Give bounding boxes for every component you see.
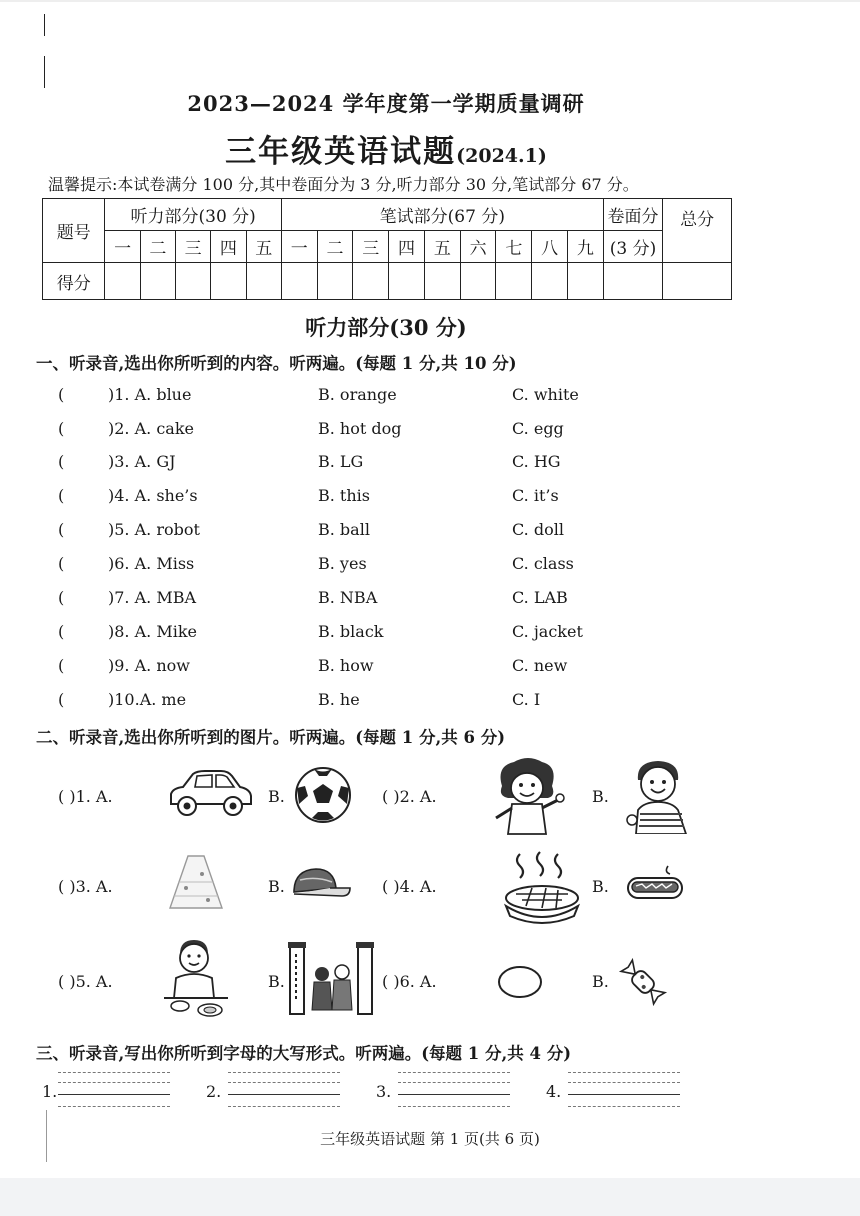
answer-paren[interactable]: (	[58, 520, 65, 539]
col-label: 一	[105, 231, 140, 263]
page-footer: 三年级英语试题 第 1 页(共 6 页)	[320, 1130, 540, 1148]
option-a: )9. A. now	[108, 656, 190, 675]
answer-label-4: 4.	[546, 1082, 562, 1101]
question-row	[0, 554, 860, 584]
answer-line-2[interactable]	[228, 1094, 340, 1095]
col-label: 一	[281, 231, 317, 263]
option-b: B. hot dog	[318, 419, 402, 438]
col-label: 二	[317, 231, 353, 263]
col-label: 五	[424, 231, 460, 263]
skirt-icon[interactable]	[168, 852, 224, 912]
option-c: C. jacket	[512, 622, 583, 641]
question-row	[0, 385, 860, 415]
edge-mark	[44, 56, 45, 88]
option-a: )5. A. robot	[108, 520, 200, 539]
question-row	[0, 588, 860, 618]
option-b: B. yes	[318, 554, 367, 573]
option-c: C. new	[512, 656, 568, 675]
answer-line-1[interactable]	[58, 1094, 170, 1095]
answer-paren[interactable]: (	[58, 588, 65, 607]
col-label: 九	[568, 231, 604, 263]
option-b-label: B.	[592, 877, 609, 896]
guide-line	[568, 1072, 680, 1073]
score-cell[interactable]	[140, 263, 175, 300]
answer-paren[interactable]: (	[58, 656, 65, 675]
q1-label: ( )1. A.	[58, 787, 113, 806]
guide-line	[58, 1082, 170, 1083]
pie-icon[interactable]	[502, 850, 582, 926]
juanmian-label: 卷面分	[603, 199, 662, 231]
option-a: )3. A. GJ	[108, 452, 176, 471]
col-label: 五	[246, 231, 281, 263]
candy-icon[interactable]	[618, 956, 668, 1008]
boy-eating-icon[interactable]	[160, 938, 232, 1020]
answer-paren[interactable]: (	[58, 622, 65, 641]
exam-tip: 温馨提示:本试卷满分 100 分,其中卷面分为 3 分,听力部分 30 分,笔试部分 67 分。	[48, 175, 639, 194]
answer-paren[interactable]: (	[58, 486, 65, 505]
question-row	[0, 690, 860, 720]
tihao-label: 题号	[43, 199, 105, 263]
question-row	[0, 622, 860, 652]
guide-line	[568, 1082, 680, 1083]
col-label: 四	[389, 231, 425, 263]
score-cell[interactable]	[176, 263, 211, 300]
option-b-label: B.	[268, 972, 285, 991]
q6-label: ( )6. A.	[382, 972, 437, 991]
option-c: C. I	[512, 690, 541, 709]
option-c: C. HG	[512, 452, 561, 471]
option-b: B. ball	[318, 520, 370, 539]
score-cell[interactable]	[211, 263, 246, 300]
question-row	[0, 520, 860, 550]
score-cell[interactable]	[603, 263, 662, 300]
score-cell[interactable]	[568, 263, 604, 300]
option-b: B. black	[318, 622, 384, 641]
col-label: 三	[176, 231, 211, 263]
question-row	[0, 452, 860, 482]
col-label: 二	[140, 231, 175, 263]
answer-label-3: 3.	[376, 1082, 392, 1101]
option-a: )2. A. cake	[108, 419, 194, 438]
answer-paren[interactable]: (	[58, 554, 65, 573]
top-border	[0, 0, 860, 2]
egg-icon[interactable]	[496, 964, 544, 1000]
answer-paren[interactable]: (	[58, 385, 65, 404]
score-cell[interactable]	[460, 263, 496, 300]
score-cell[interactable]	[353, 263, 389, 300]
answer-label-1: 1.	[42, 1082, 58, 1101]
guide-line	[228, 1106, 340, 1107]
part2-heading: 二、听录音,选出你所听到的图片。听两遍。(每题 1 分,共 6 分)	[36, 728, 506, 747]
answer-paren[interactable]: (	[58, 419, 65, 438]
col-label: 七	[496, 231, 532, 263]
option-b-label: B.	[268, 877, 285, 896]
option-b: B. he	[318, 690, 360, 709]
part1-heading: 一、听录音,选出你所听到的内容。听两遍。(每题 1 分,共 10 分)	[36, 354, 517, 373]
exam-date: (2024.1)	[456, 145, 547, 167]
option-a: )7. A. MBA	[108, 588, 197, 607]
option-b: B. LG	[318, 452, 364, 471]
q3-label: ( )3. A.	[58, 877, 113, 896]
option-b: B. NBA	[318, 588, 378, 607]
guide-line	[228, 1082, 340, 1083]
hot-dog-icon[interactable]	[624, 862, 686, 908]
exam-title: 三年级英语试题(2024.1)	[225, 134, 547, 170]
option-c: C. class	[512, 554, 574, 573]
defen-label: 得分	[43, 263, 105, 300]
soccer-ball-icon[interactable]	[294, 766, 352, 824]
option-c: C. white	[512, 385, 579, 404]
score-cell[interactable]	[281, 263, 317, 300]
option-a: )10.A. me	[108, 690, 187, 709]
col-label: 四	[211, 231, 246, 263]
option-a: )1. A. blue	[108, 385, 192, 404]
listening-label: 听力部分(30 分)	[105, 199, 281, 231]
answer-paren[interactable]: (	[58, 452, 65, 471]
question-row	[0, 486, 860, 516]
question-row	[0, 656, 860, 686]
school-gate-icon[interactable]	[286, 940, 378, 1016]
option-c: C. LAB	[512, 588, 568, 607]
option-b-label: B.	[592, 972, 609, 991]
option-c: C. egg	[512, 419, 564, 438]
col-label: 八	[532, 231, 568, 263]
option-c: C. it’s	[512, 486, 559, 505]
score-cell[interactable]	[317, 263, 353, 300]
answer-line-4[interactable]	[568, 1094, 680, 1095]
option-a: )8. A. Mike	[108, 622, 197, 641]
question-row	[0, 419, 860, 449]
bottom-band	[0, 1178, 860, 1216]
guide-line	[58, 1106, 170, 1107]
guide-line	[398, 1082, 510, 1083]
answer-label-2: 2.	[206, 1082, 222, 1101]
option-a: )6. A. Miss	[108, 554, 195, 573]
answer-line-3[interactable]	[398, 1094, 510, 1095]
score-cell[interactable]	[532, 263, 568, 300]
zongfen-label: 总分	[663, 199, 732, 263]
guide-line	[398, 1072, 510, 1073]
q4-label: ( )4. A.	[382, 877, 437, 896]
boy-icon[interactable]	[624, 756, 692, 834]
col-label: 六	[460, 231, 496, 263]
score-cell[interactable]	[389, 263, 425, 300]
juanmian-sub: (3 分)	[603, 231, 662, 263]
listening-section-title: 听力部分(30 分)	[305, 315, 467, 340]
option-a: )4. A. she’s	[108, 486, 198, 505]
guide-line	[398, 1106, 510, 1107]
score-table	[42, 198, 732, 300]
exam-year-line: 2023—2024 学年度第一学期质量调研	[187, 91, 585, 116]
answer-paren[interactable]: (	[58, 690, 65, 709]
score-cell[interactable]	[663, 263, 732, 300]
option-c: C. doll	[512, 520, 564, 539]
col-label: 三	[353, 231, 389, 263]
score-cell[interactable]	[496, 263, 532, 300]
edge-mark	[44, 14, 45, 36]
score-cell[interactable]	[424, 263, 460, 300]
writing-label: 笔试部分(67 分)	[281, 199, 603, 231]
q5-label: ( )5. A.	[58, 972, 113, 991]
option-b: B. how	[318, 656, 374, 675]
option-b-label: B.	[592, 787, 609, 806]
guide-line	[58, 1072, 170, 1073]
guide-line	[568, 1106, 680, 1107]
guide-line	[228, 1072, 340, 1073]
score-cell[interactable]	[105, 263, 140, 300]
option-b-label: B.	[268, 787, 285, 806]
score-cell[interactable]	[246, 263, 281, 300]
cap-icon[interactable]	[290, 866, 352, 900]
option-b: B. this	[318, 486, 370, 505]
part3-heading: 三、听录音,写出你所听到字母的大写形式。听两遍。(每题 1 分,共 4 分)	[36, 1044, 572, 1063]
car-icon[interactable]	[165, 768, 255, 820]
q2-label: ( )2. A.	[382, 787, 437, 806]
girl-icon[interactable]	[488, 756, 568, 836]
option-b: B. orange	[318, 385, 397, 404]
